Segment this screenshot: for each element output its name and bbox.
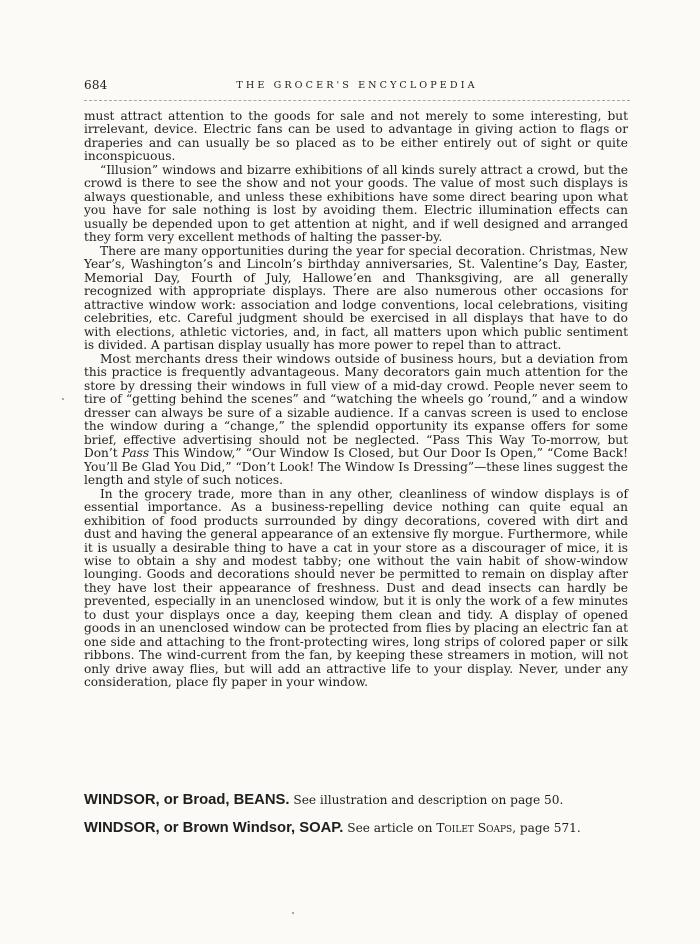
- encyclopedia-entries: [84, 792, 628, 836]
- entry-headword: WINDSOR, or Brown Windsor, SOAP.: [84, 820, 344, 836]
- paragraph-text: This Window,” “Our Window Is Closed, but Our Door Is Open,” “Come Back! You’ll Be Glad You Did,” “Don’t Look! The Window Is Dressing”—these lines suggest the length and style of such notices.: [84, 446, 629, 488]
- page-speck: [292, 912, 294, 914]
- entry-text: See illustration and description on page 50.: [293, 793, 564, 807]
- article-body: [84, 110, 628, 690]
- entry-headword: WINDSOR, or Broad, BEANS.: [84, 792, 290, 808]
- page-header: [84, 78, 630, 96]
- paragraph-cleanliness: In the grocery trade, more than in any other, cleanliness of window displays is of essential importance. As a business-repelling device nothing can quite equal an exhibition of food products surrounded by dingy decorations, covered with dirt and dust and having the general appearance of an extensive fly morgue. Furthermore, while it is usually a desirable thing to have a cat in your store as a discourager of mice, it is wise to obtain a shy and modest tabby; one without the vain habit of show-window lounging. Goods and decorations should never be permitted to remain on display after they have lost their appearance of freshness. Dust and dead insects can hardly be prevented, especially in an unenclosed window, but it is only the work of a few minutes to dust your displays once a day, keeping them clean and tidy. A display of opened goods in an unenclosed window can be protected from flies by placing an electric fan at one side and attaching to the front-protecting wires, long strips of colored paper or silk ribbons. The wind-current from the fan, by keeping these streamers in motion, will not only drive away flies, but will add an attractive life to your display. Never, under any consideration, place fly paper in your window.: [84, 486, 628, 690]
- running-head: THE GROCER'S ENCYCLOPEDIA: [236, 80, 478, 91]
- entry-text: , page 571.: [512, 821, 581, 835]
- paragraph-illusion-windows: “Illusion” windows and bizarre exhibitions of all kinds surely attract a crowd, but the crowd is there to see the show and not your goods. The value of most such displays is always questionable, and unless these exhibitions have some direct bearing upon what you have for sale nothing is lost by avoiding them. Electric illumination effects can usually be depended upon to get attention at night, and if well designed and arranged they form very excellent methods of halting the passer-by.: [84, 162, 628, 245]
- cross-reference: Toilet Soaps: [436, 821, 513, 835]
- emphasized-word: Pass: [121, 446, 150, 461]
- entry-windsor-beans: [84, 792, 628, 808]
- margin-speck: [62, 398, 64, 400]
- entry-windsor-soap: [84, 820, 628, 836]
- paragraph-dressing-hours: [84, 353, 628, 488]
- page-number: 684: [84, 78, 108, 92]
- paragraph-text: Most merchants dress their windows outside of business hours, but a deviation from this practice is frequently advantageous. Many decorators gain much attention for the store by dressing their windows in full view of a mid-day crowd. People never seem to tire of “getting behind the scenes” and “watching the wheels go ’round,” and a window dresser can always be sure of a sizable audience. If a canvas screen is used to enclose the window during a “change,” the splendid opportunity its expanse offers for some brief, effective advertising should not be neglected. “Pass This Way To-morrow, but Don’t: [84, 351, 628, 461]
- entry-text: See article on: [347, 821, 433, 835]
- header-rule: [84, 100, 630, 101]
- paragraph-special-decoration: There are many opportunities during the year for special decoration. Christmas, New Year’s, Washington’s and Lincoln’s birthday anniversaries, St. Valentine’s Day, Easter, Memorial Day, Fourth of July, Hallowe’en and Thanksgiving, are all generally recognized with appropriate displays. There are also numerous other occasions for attractive window work: association and lodge conventions, local celebrations, visiting celebrities, etc. Careful judgment should be exercised in all displays that have to do with elections, athletic victories, and, in fact, all matters upon which public sentiment is divided. A partisan display usually has more power to repel than to attract.: [84, 243, 628, 353]
- paragraph-continued: must attract attention to the goods for sale and not merely to some interesting, but irrelevant, device. Electric fans can be used to advantage in giving action to flags or draperies and can usually be so placed as to be either entirely out of sight or quite inconspicuous.: [84, 109, 628, 164]
